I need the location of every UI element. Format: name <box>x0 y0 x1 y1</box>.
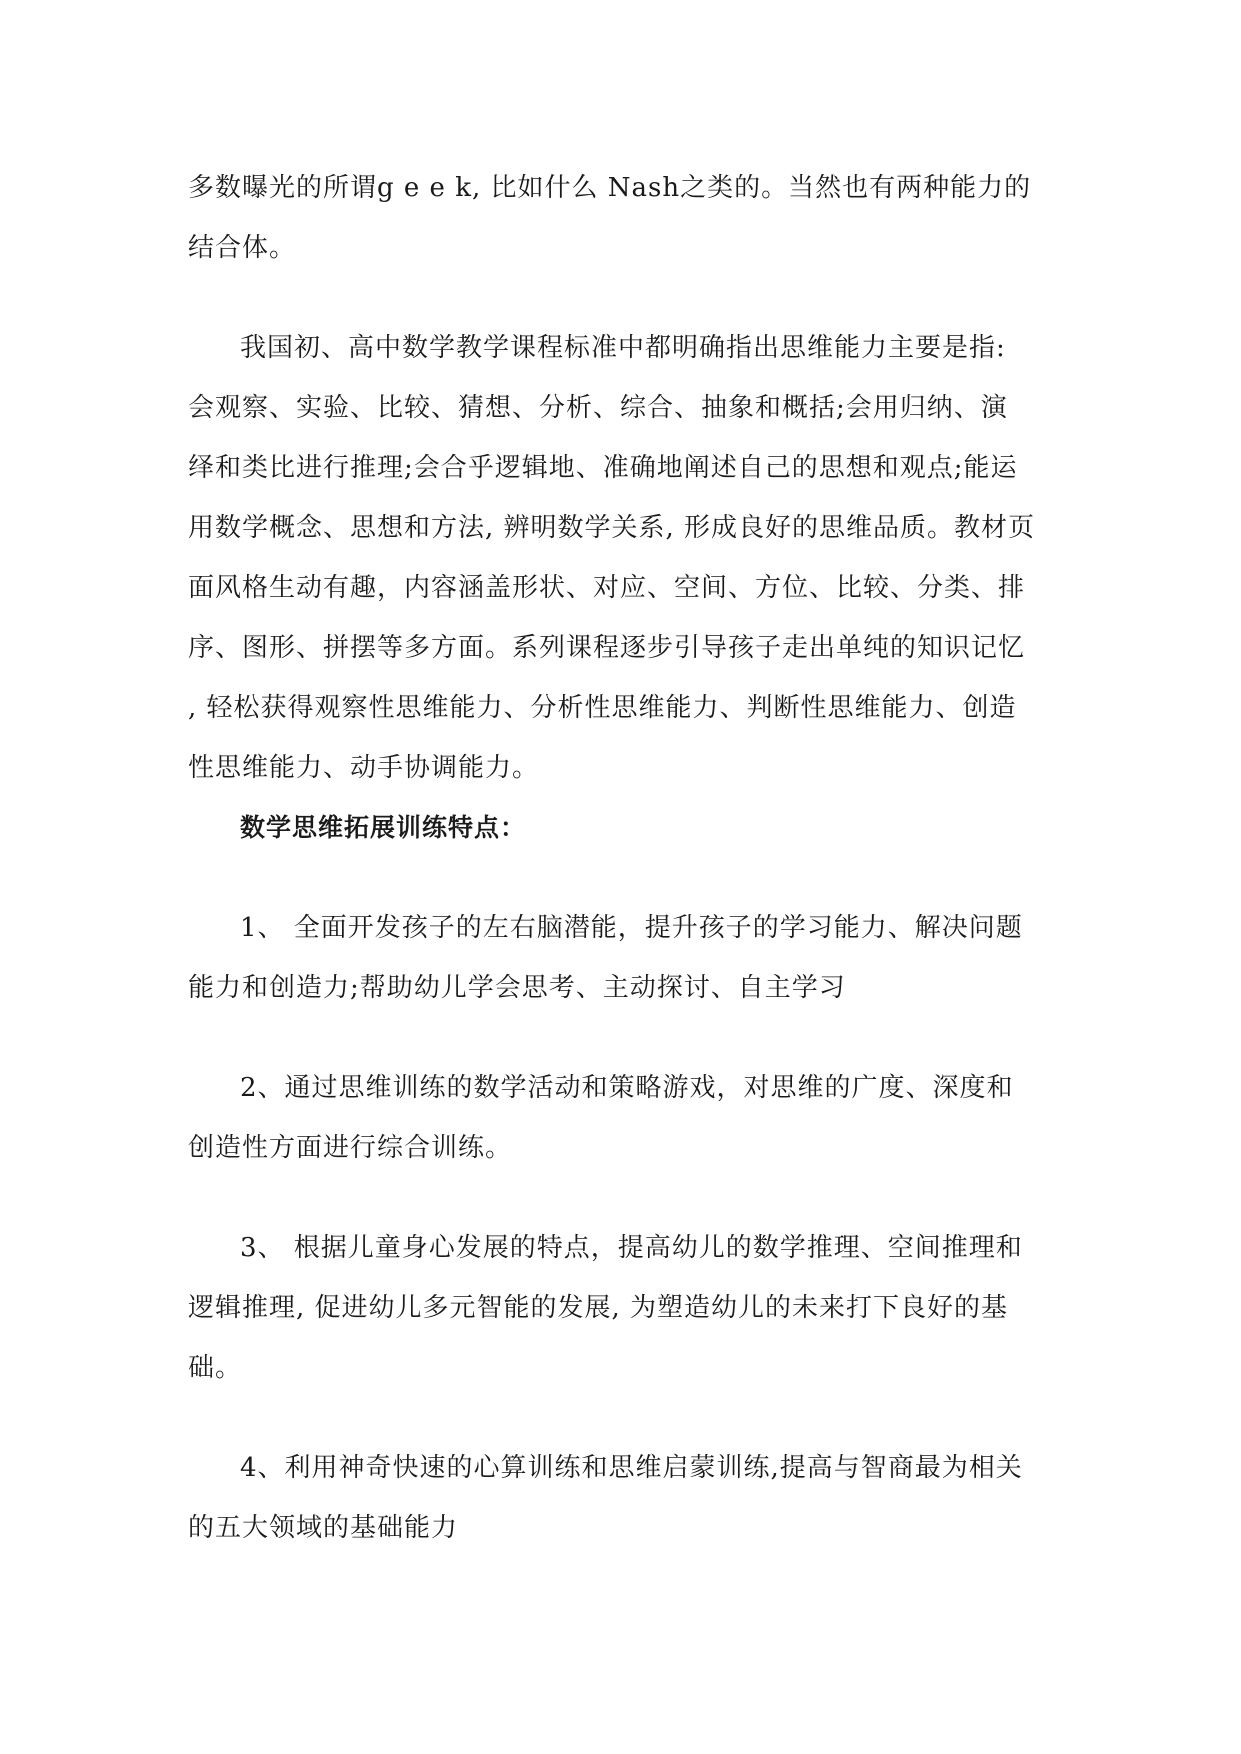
text-line: 面风格生动有趣，内容涵盖形状、对应、空间、方位、比较、分类、排 <box>188 573 1026 603</box>
list-item-2 <box>188 1058 1078 1178</box>
text-line: 会观察、实验、比较、猜想、分析、综合、抽象和概括;会用归纳、演 <box>188 393 1008 423</box>
list-item-1 <box>188 898 1078 1018</box>
text-line: 我国初、高中数学教学课程标准中都明确指出思维能力主要是指: <box>240 333 1006 363</box>
text-line: 3、 根据儿童身心发展的特点，提高幼儿的数学推理、空间推理和 <box>240 1233 1023 1263</box>
text-line: 用数学概念、思想和方法, 辨明数学关系, 形成良好的思维品质。教材页 <box>188 513 1036 543</box>
text-line: 逻辑推理, 促进幼儿多元智能的发展, 为塑造幼儿的未来打下良好的基 <box>188 1293 1009 1323</box>
paragraph-geek <box>188 158 1078 278</box>
text-line: 创造性方面进行综合训练。 <box>188 1133 513 1163</box>
text-line: 础。 <box>188 1353 243 1383</box>
text-line: 多数曝光的所谓g e e k, 比如什么 Nash之类的。当然也有两种能力的 <box>188 173 1032 203</box>
text-line: , 轻松获得观察性思维能力、分析性思维能力、判断性思维能力、创造 <box>188 693 1017 723</box>
text-line: 1、 全面开发孩子的左右脑潜能，提升孩子的学习能力、解决问题 <box>240 913 1023 943</box>
list-item-3 <box>188 1218 1078 1398</box>
text-line: 能力和创造力;帮助幼儿学会思考、主动探讨、自主学习 <box>188 973 846 1003</box>
text-line: 2、通过思维训练的数学活动和策略游戏，对思维的广度、深度和 <box>240 1073 1014 1103</box>
text-line: 结合体。 <box>188 233 297 263</box>
section-heading: 数学思维拓展训练特点： <box>240 813 527 842</box>
text-line: 的五大领域的基础能力 <box>188 1513 459 1543</box>
text-line: 序、图形、拼摆等多方面。系列课程逐步引导孩子走出单纯的知识记忆 <box>188 633 1026 663</box>
text-line: 4、利用神奇快速的心算训练和思维启蒙训练,提高与智商最为相关 <box>240 1453 1023 1483</box>
paragraph-thinking-ability <box>188 318 1078 798</box>
document-body <box>188 158 1078 1558</box>
text-line: 绎和类比进行推理;会合乎逻辑地、准确地阐述自己的思想和观点;能运 <box>188 453 1018 483</box>
text-line: 性思维能力、动手协调能力。 <box>188 753 540 783</box>
list-item-4 <box>188 1438 1078 1558</box>
